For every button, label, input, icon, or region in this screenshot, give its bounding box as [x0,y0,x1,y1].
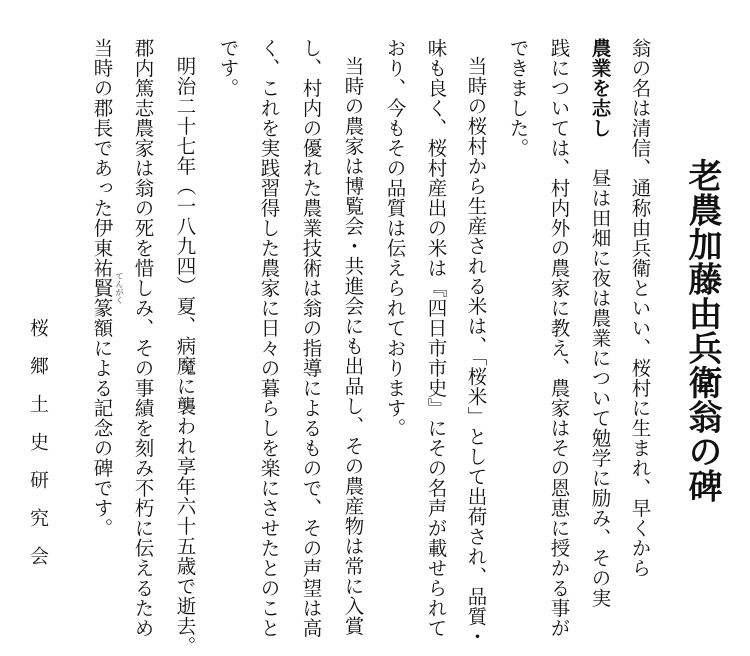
text-fragment: 昼は田畑に夜は農業について勉学に励み、その実 [588,168,612,608]
text-line: できました。 [506,38,530,158]
text-line: 翁の名は清信、通称由兵衛といい、桜村に生まれ、早くから [628,38,652,578]
text-line: 践については、村内外の農家に教え、農家はその恩恵に授かる事が [547,38,571,638]
author-credit: 桜郷土史研究会 [27,318,49,584]
text-line: 当時の農家は博覧会・共進会にも出品し、その農産物は常に入賞 [341,56,365,636]
text-line: 当時の桜村から生産される米は、「桜米」として出荷され、品質・ [464,56,488,647]
text-line: おり、今もその品質は伝えられております。 [383,38,407,438]
text-line: です。 [216,38,240,98]
text-line: 当時の郡長であった伊東祐賢篆額による記念の碑です。 [90,38,114,538]
text-line: く、これを実践習得した農家に日々の暮らしを楽にさせたとのこと [257,38,281,638]
emphasized-text: 農業を志し [588,38,612,138]
page-title: 老農加藤由兵衛翁の碑 [682,158,722,503]
ruby-annotation: てんがく [115,272,124,304]
text-line: し、村内の優れた農業技術は翁の指導によるもので、その声望は高 [299,38,323,638]
text-line [590,38,610,608]
text-line: 郡内篤志農家は翁の死を惜しみ、その事績を刻み不朽に伝えるため [131,38,155,638]
text-line: 味も良く、桜村産出の米は『四日市市史』にその名声が載せられて [424,38,448,638]
text-line: 明治二十七年（一八九四）夏、病魔に襲われ享年六十五歳で逝去。 [173,56,197,656]
